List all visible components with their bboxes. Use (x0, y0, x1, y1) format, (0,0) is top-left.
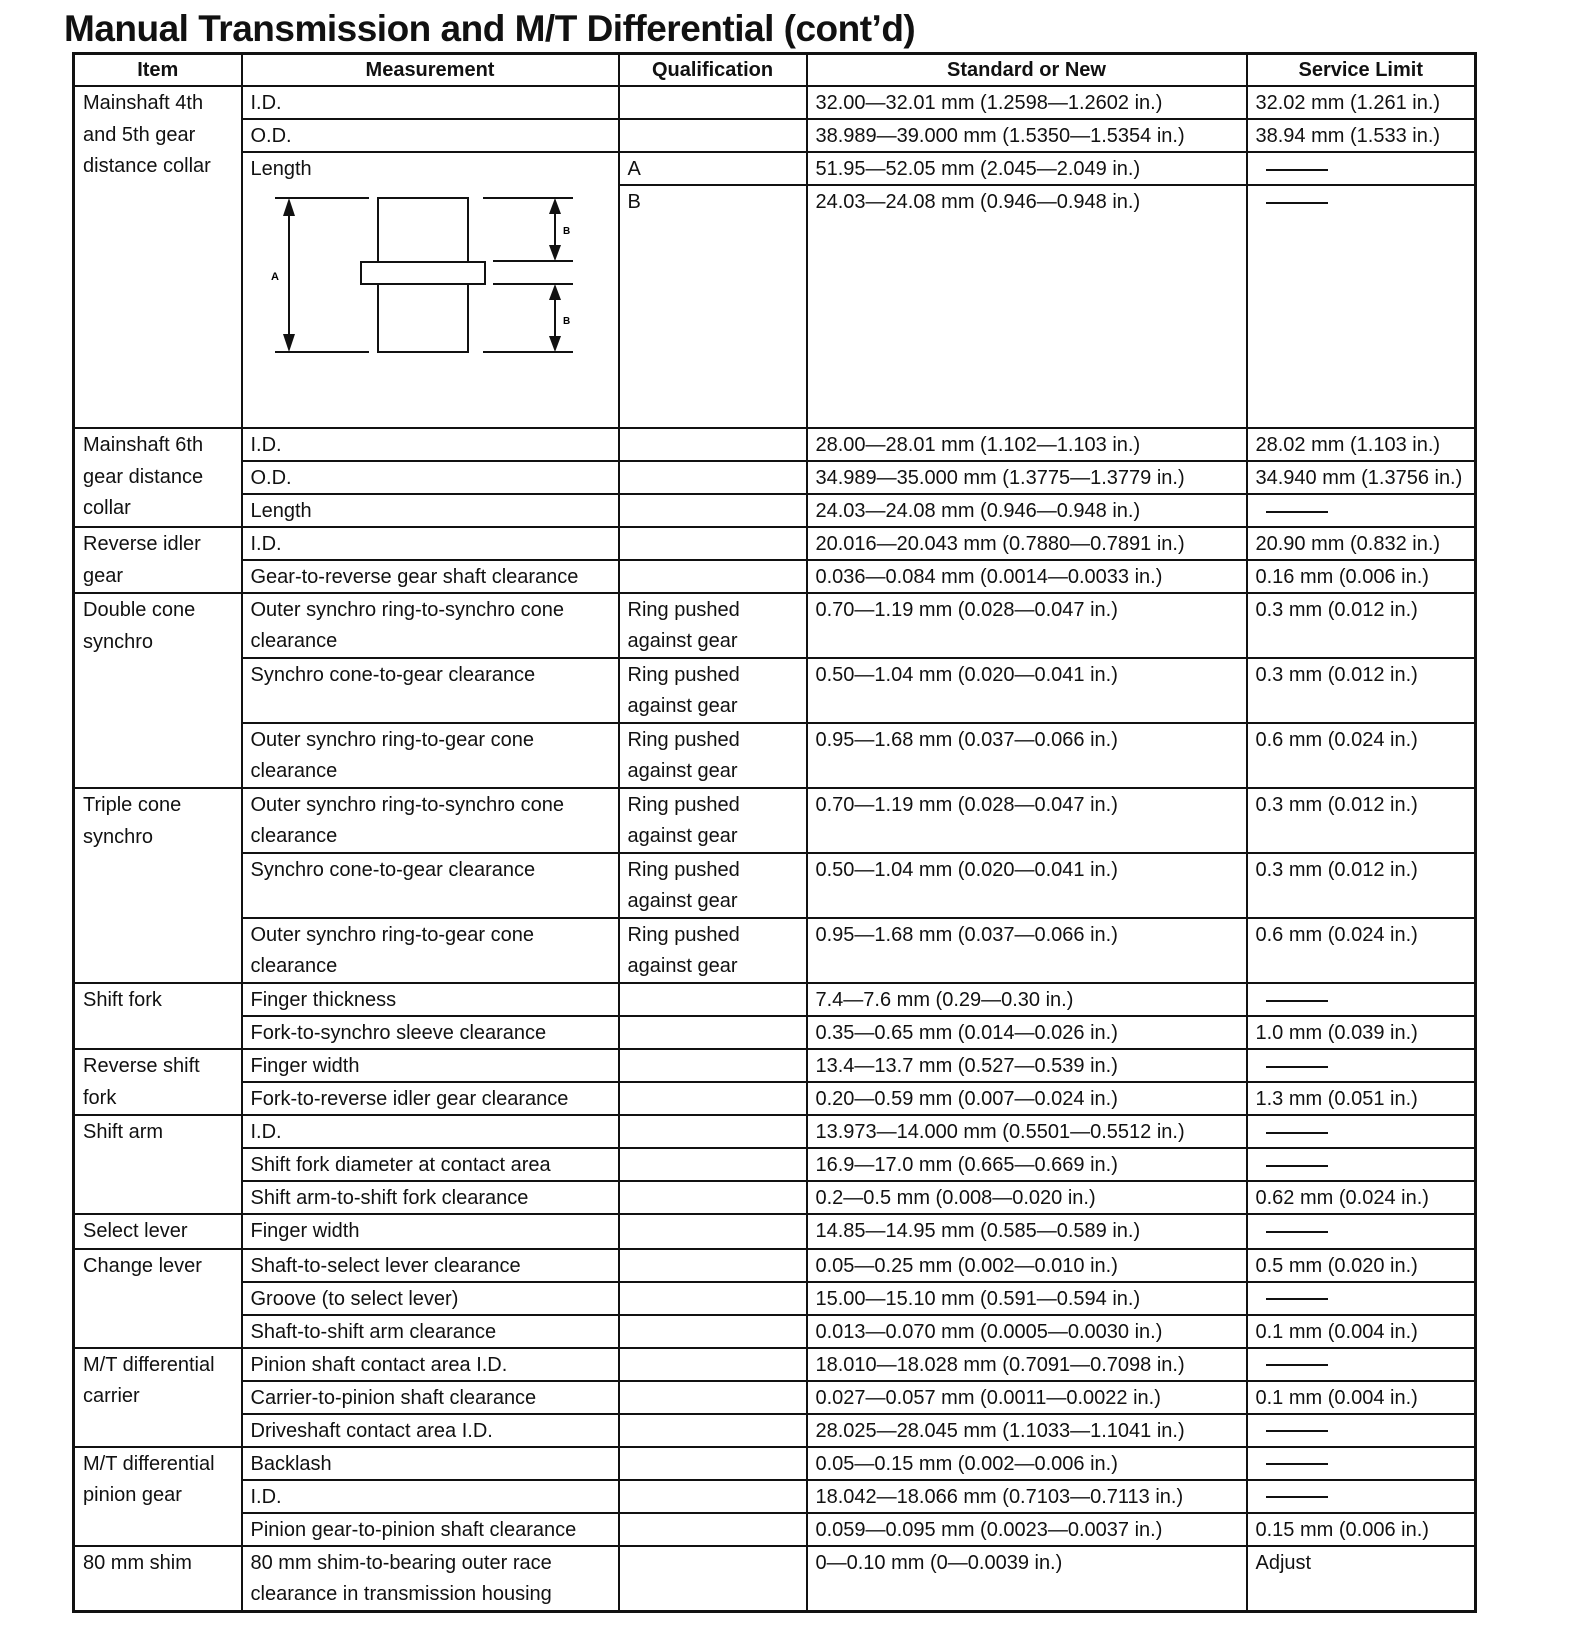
table-row (74, 1016, 1476, 1049)
table-row (74, 1282, 1476, 1315)
service-limit-cell: 1.3 mm (0.051 in.) (1247, 1082, 1476, 1115)
item-cell: M/T differential carrier (74, 1348, 242, 1447)
standard-cell: 0.70—1.19 mm (0.028—0.047 in.) (807, 593, 1247, 658)
qualification-cell (619, 1249, 807, 1282)
measurement-cell: Length (242, 494, 619, 527)
service-limit-cell (1247, 1480, 1476, 1513)
standard-cell: 18.042—18.066 mm (0.7103—0.7113 in.) (807, 1480, 1247, 1513)
service-limit-cell: 0.1 mm (0.004 in.) (1247, 1315, 1476, 1348)
no-limit-dash (1266, 1298, 1328, 1300)
qualification-cell (619, 86, 807, 119)
qualification-cell (619, 1016, 807, 1049)
header-qualification: Qualification (619, 54, 807, 87)
no-limit-dash (1266, 1231, 1328, 1233)
item-cell: Change lever (74, 1249, 242, 1348)
qualification-cell (619, 1115, 807, 1148)
measurement-cell: Gear-to-reverse gear shaft clearance (242, 560, 619, 593)
measurement-cell: I.D. (242, 527, 619, 560)
measurement-cell: Shift arm-to-shift fork clearance (242, 1181, 619, 1214)
service-limit-cell (1247, 1348, 1476, 1381)
qualification-cell (619, 461, 807, 494)
standard-cell: 15.00—15.10 mm (0.591—0.594 in.) (807, 1282, 1247, 1315)
qualification-cell: Ring pushed against gear (619, 853, 807, 918)
qualification-cell (619, 983, 807, 1016)
qualification-cell (619, 1315, 807, 1348)
qualification-cell (619, 1480, 807, 1513)
service-limit-cell: 1.0 mm (0.039 in.) (1247, 1016, 1476, 1049)
table-row (74, 1546, 1476, 1612)
measurement-cell: Synchro cone-to-gear clearance (242, 853, 619, 918)
qualification-cell (619, 1513, 807, 1546)
arrow-down-icon (283, 334, 295, 352)
measurement-cell: I.D. (242, 1480, 619, 1513)
measurement-cell: Carrier-to-pinion shaft clearance (242, 1381, 619, 1414)
item-cell: Shift fork (74, 983, 242, 1049)
standard-cell: 51.95—52.05 mm (2.045—2.049 in.) (807, 152, 1247, 185)
service-limit-cell (1247, 152, 1476, 185)
service-limit-cell (1247, 494, 1476, 527)
standard-cell: 0.35—0.65 mm (0.014—0.026 in.) (807, 1016, 1247, 1049)
standard-cell: 0.036—0.084 mm (0.0014—0.0033 in.) (807, 560, 1247, 593)
measurement-cell: Outer synchro ring-to-gear cone clearance (242, 723, 619, 788)
collar-flange (361, 262, 485, 284)
measurement-cell: Outer synchro ring-to-synchro cone clearance (242, 593, 619, 658)
qualification-cell: Ring pushed against gear (619, 788, 807, 853)
standard-cell: 0.027—0.057 mm (0.0011—0.0022 in.) (807, 1381, 1247, 1414)
measurement-cell: Groove (to select lever) (242, 1282, 619, 1315)
table-row (74, 527, 1476, 560)
qualification-cell: B (619, 185, 807, 428)
service-limit-cell (1247, 185, 1476, 428)
standard-cell: 38.989—39.000 mm (1.5350—1.5354 in.) (807, 119, 1247, 152)
service-limit-cell: 0.6 mm (0.024 in.) (1247, 723, 1476, 788)
standard-cell: 0.20—0.59 mm (0.007—0.024 in.) (807, 1082, 1247, 1115)
no-limit-dash (1266, 1463, 1328, 1465)
service-limit-cell: 20.90 mm (0.832 in.) (1247, 527, 1476, 560)
specification-table (72, 52, 1477, 1613)
measurement-cell: Length (250, 158, 312, 180)
table-row (74, 1414, 1476, 1447)
measurement-cell: Finger width (242, 1049, 619, 1082)
arrow-down-icon (549, 245, 561, 261)
standard-cell: 32.00—32.01 mm (1.2598—1.2602 in.) (807, 86, 1247, 119)
qualification-cell: Ring pushed against gear (619, 918, 807, 983)
header-item: Item (74, 54, 242, 87)
table-header-row (74, 54, 1476, 87)
table-row (74, 853, 1476, 918)
service-limit-cell (1247, 983, 1476, 1016)
service-limit-cell (1247, 1049, 1476, 1082)
measurement-cell: I.D. (242, 428, 619, 461)
item-cell: Shift arm (74, 1115, 242, 1214)
no-limit-dash (1266, 1000, 1328, 1002)
dimension-a-label: A (270, 271, 279, 283)
table-row (74, 1480, 1476, 1513)
no-limit-dash (1266, 169, 1328, 171)
arrow-up-icon (549, 198, 561, 214)
table-row (74, 1181, 1476, 1214)
qualification-cell (619, 1049, 807, 1082)
standard-cell: 0.50—1.04 mm (0.020—0.041 in.) (807, 658, 1247, 723)
item-cell: Select lever (74, 1214, 242, 1249)
table-row (74, 658, 1476, 723)
service-limit-cell (1247, 1414, 1476, 1447)
measurement-cell: I.D. (242, 86, 619, 119)
qualification-cell: A (619, 152, 807, 185)
qualification-cell: Ring pushed against gear (619, 593, 807, 658)
measurement-cell: Shift fork diameter at contact area (242, 1148, 619, 1181)
measurement-cell: Synchro cone-to-gear clearance (242, 658, 619, 723)
no-limit-dash (1266, 1496, 1328, 1498)
table-row (74, 119, 1476, 152)
table-row (74, 1513, 1476, 1546)
measurement-cell: 80 mm shim-to-bearing outer race clearance in transmission housing (242, 1546, 619, 1612)
qualification-cell (619, 527, 807, 560)
standard-cell: 24.03—24.08 mm (0.946—0.948 in.) (807, 494, 1247, 527)
measurement-cell: Driveshaft contact area I.D. (242, 1414, 619, 1447)
no-limit-dash (1266, 202, 1328, 204)
header-standard: Standard or New (807, 54, 1247, 87)
service-limit-cell: Adjust (1247, 1546, 1476, 1612)
distance-collar-diagram (243, 188, 619, 404)
qualification-cell (619, 560, 807, 593)
measurement-cell: Outer synchro ring-to-gear cone clearance (242, 918, 619, 983)
qualification-cell (619, 1348, 807, 1381)
standard-cell: 0—0.10 mm (0—0.0039 in.) (807, 1546, 1247, 1612)
service-limit-cell: 0.15 mm (0.006 in.) (1247, 1513, 1476, 1546)
qualification-cell: Ring pushed against gear (619, 723, 807, 788)
table-row (74, 152, 1476, 185)
qualification-cell (619, 1082, 807, 1115)
standard-cell: 34.989—35.000 mm (1.3775—1.3779 in.) (807, 461, 1247, 494)
table-row (74, 918, 1476, 983)
qualification-cell (619, 1381, 807, 1414)
item-cell: 80 mm shim (74, 1546, 242, 1612)
standard-cell: 0.059—0.095 mm (0.0023—0.0037 in.) (807, 1513, 1247, 1546)
service-limit-cell (1247, 1282, 1476, 1315)
table-row (74, 1249, 1476, 1282)
service-limit-cell: 0.62 mm (0.024 in.) (1247, 1181, 1476, 1214)
measurement-cell: O.D. (242, 119, 619, 152)
service-limit-cell (1247, 1214, 1476, 1249)
no-limit-dash (1266, 1364, 1328, 1366)
service-limit-cell (1247, 1447, 1476, 1480)
standard-cell: 0.95—1.68 mm (0.037—0.066 in.) (807, 723, 1247, 788)
qualification-cell (619, 494, 807, 527)
no-limit-dash (1266, 1066, 1328, 1068)
service-limit-cell: 0.3 mm (0.012 in.) (1247, 658, 1476, 723)
header-measurement: Measurement (242, 54, 619, 87)
table-row (74, 1049, 1476, 1082)
item-cell: Mainshaft 6th gear distance collar (74, 428, 242, 527)
arrow-up-icon (283, 198, 295, 216)
standard-cell: 16.9—17.0 mm (0.665—0.669 in.) (807, 1148, 1247, 1181)
service-limit-cell: 0.5 mm (0.020 in.) (1247, 1249, 1476, 1282)
measurement-cell: Shaft-to-select lever clearance (242, 1249, 619, 1282)
table-row (74, 494, 1476, 527)
table-row (74, 1214, 1476, 1249)
measurement-cell: Pinion gear-to-pinion shaft clearance (242, 1513, 619, 1546)
table-row (74, 461, 1476, 494)
arrow-down-icon (549, 336, 561, 352)
no-limit-dash (1266, 1165, 1328, 1167)
qualification-cell: Ring pushed against gear (619, 658, 807, 723)
dimension-b-label: B (562, 316, 570, 327)
no-limit-dash (1266, 1132, 1328, 1134)
qualification-cell (619, 428, 807, 461)
standard-cell: 0.013—0.070 mm (0.0005—0.0030 in.) (807, 1315, 1247, 1348)
qualification-cell (619, 1546, 807, 1612)
standard-cell: 0.05—0.25 mm (0.002—0.010 in.) (807, 1249, 1247, 1282)
service-limit-cell (1247, 1115, 1476, 1148)
item-cell: Reverse shift fork (74, 1049, 242, 1115)
table-row (74, 428, 1476, 461)
measurement-cell: Shaft-to-shift arm clearance (242, 1315, 619, 1348)
standard-cell: 0.05—0.15 mm (0.002—0.006 in.) (807, 1447, 1247, 1480)
service-limit-cell: 0.1 mm (0.004 in.) (1247, 1381, 1476, 1414)
service-limit-cell: 0.3 mm (0.012 in.) (1247, 788, 1476, 853)
service-limit-cell: 0.6 mm (0.024 in.) (1247, 918, 1476, 983)
item-cell: Reverse idler gear (74, 527, 242, 593)
measurement-cell: Backlash (242, 1447, 619, 1480)
measurement-cell: O.D. (242, 461, 619, 494)
table-row (74, 1082, 1476, 1115)
service-limit-cell: 28.02 mm (1.103 in.) (1247, 428, 1476, 461)
standard-cell: 0.95—1.68 mm (0.037—0.066 in.) (807, 918, 1247, 983)
measurement-cell: Pinion shaft contact area I.D. (242, 1348, 619, 1381)
standard-cell: 24.03—24.08 mm (0.946—0.948 in.) (807, 185, 1247, 428)
service-limit-cell: 0.3 mm (0.012 in.) (1247, 593, 1476, 658)
standard-cell: 14.85—14.95 mm (0.585—0.589 in.) (807, 1214, 1247, 1249)
item-cell: Mainshaft 4th and 5th gear distance collar (74, 86, 242, 428)
measurement-figure-cell (242, 152, 619, 428)
no-limit-dash (1266, 1430, 1328, 1432)
standard-cell: 18.010—18.028 mm (0.7091—0.7098 in.) (807, 1348, 1247, 1381)
table-row (74, 723, 1476, 788)
table-row (74, 1115, 1476, 1148)
service-limit-cell: 34.940 mm (1.3756 in.) (1247, 461, 1476, 494)
measurement-cell: Finger thickness (242, 983, 619, 1016)
standard-cell: 0.70—1.19 mm (0.028—0.047 in.) (807, 788, 1247, 853)
header-service-limit: Service Limit (1247, 54, 1476, 87)
item-cell: M/T differential pinion gear (74, 1447, 242, 1546)
qualification-cell (619, 1214, 807, 1249)
standard-cell: 7.4—7.6 mm (0.29—0.30 in.) (807, 983, 1247, 1016)
standard-cell: 0.2—0.5 mm (0.008—0.020 in.) (807, 1181, 1247, 1214)
qualification-cell (619, 1414, 807, 1447)
dimension-b-label: B (562, 226, 570, 237)
table-row (74, 593, 1476, 658)
measurement-cell: Outer synchro ring-to-synchro cone clearance (242, 788, 619, 853)
qualification-cell (619, 119, 807, 152)
qualification-cell (619, 1282, 807, 1315)
table-row (74, 1315, 1476, 1348)
measurement-cell: Finger width (242, 1214, 619, 1249)
service-limit-cell: 32.02 mm (1.261 in.) (1247, 86, 1476, 119)
table-row (74, 86, 1476, 119)
qualification-cell (619, 1148, 807, 1181)
measurement-cell: Fork-to-reverse idler gear clearance (242, 1082, 619, 1115)
no-limit-dash (1266, 511, 1328, 513)
qualification-cell (619, 1447, 807, 1480)
table-row (74, 983, 1476, 1016)
standard-cell: 13.973—14.000 mm (0.5501—0.5512 in.) (807, 1115, 1247, 1148)
measurement-cell: Fork-to-synchro sleeve clearance (242, 1016, 619, 1049)
service-limit-cell: 0.16 mm (0.006 in.) (1247, 560, 1476, 593)
table-row (74, 560, 1476, 593)
table-row (74, 1148, 1476, 1181)
item-cell: Double cone synchro (74, 593, 242, 788)
service-limit-cell (1247, 1148, 1476, 1181)
qualification-cell (619, 1181, 807, 1214)
item-cell: Triple cone synchro (74, 788, 242, 983)
table-row (74, 1447, 1476, 1480)
arrow-up-icon (549, 284, 561, 300)
standard-cell: 20.016—20.043 mm (0.7880—0.7891 in.) (807, 527, 1247, 560)
measurement-cell: I.D. (242, 1115, 619, 1148)
service-limit-cell: 38.94 mm (1.533 in.) (1247, 119, 1476, 152)
table-row (74, 788, 1476, 853)
page-title: Manual Transmission and M/T Differential (cont’d) (64, 8, 916, 49)
table-row (74, 1348, 1476, 1381)
standard-cell: 28.025—28.045 mm (1.1033—1.1041 in.) (807, 1414, 1247, 1447)
standard-cell: 0.50—1.04 mm (0.020—0.041 in.) (807, 853, 1247, 918)
standard-cell: 13.4—13.7 mm (0.527—0.539 in.) (807, 1049, 1247, 1082)
standard-cell: 28.00—28.01 mm (1.102—1.103 in.) (807, 428, 1247, 461)
service-limit-cell: 0.3 mm (0.012 in.) (1247, 853, 1476, 918)
table-row (74, 1381, 1476, 1414)
